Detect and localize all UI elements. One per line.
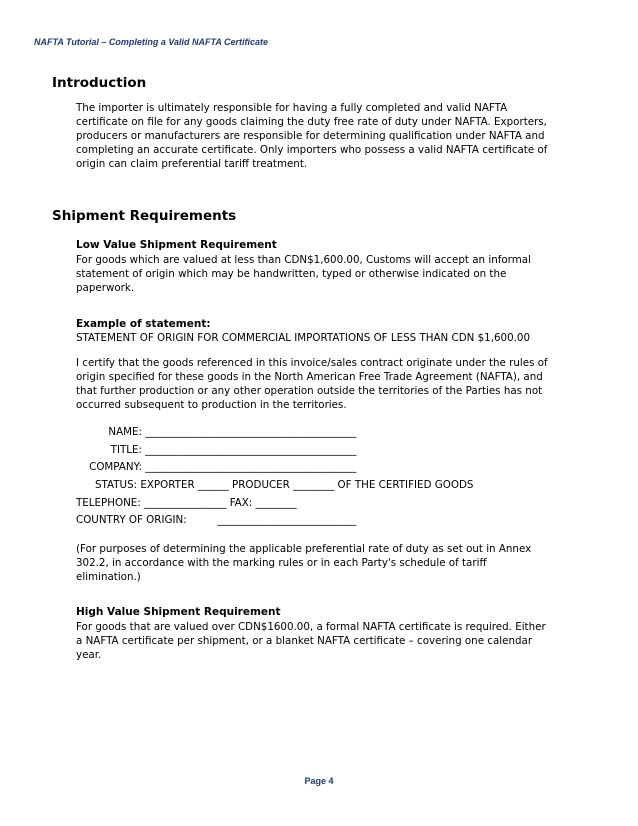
- page-number: Page 4: [304, 776, 334, 786]
- running-header: NAFTA Tutorial – Completing a Valid NAFTA Certificate: [34, 37, 269, 47]
- low-value-paragraph: [76, 253, 566, 295]
- intro-line: certificate on file for any goods claiming the duty free rate of duty under NAFTA. Exporters,: [76, 116, 547, 128]
- intro-line: The importer is ultimately responsible for having a fully completed and valid NAFTA: [76, 102, 508, 114]
- title-blank: _________________________________________: [145, 444, 357, 456]
- company-field-row: [76, 461, 356, 473]
- country-blank: ___________________________: [217, 514, 357, 526]
- country-row: [76, 514, 356, 526]
- low-value-heading: Low Value Shipment Requirement: [76, 239, 277, 251]
- introduction-heading: Introduction: [52, 75, 147, 91]
- title-label: TITLE:: [110, 444, 142, 456]
- shipment-requirements-heading: Shipment Requirements: [52, 208, 237, 224]
- title-field-row: [76, 444, 356, 456]
- name-label: NAME:: [108, 426, 142, 438]
- high-value-line: For goods that are valued over CDN$1600.00, a formal NAFTA certificate is required. Either: [76, 621, 546, 633]
- company-label: COMPANY:: [89, 461, 142, 473]
- certify-line: origin specified for these goods in the North American Free Trade Agreement (NAFTA), and: [76, 371, 543, 383]
- example-heading: Example of statement:: [76, 318, 211, 330]
- note-line: (For purposes of determining the applicable preferential rate of duty as set out in Annex: [76, 543, 532, 555]
- note-line: 302.2, in accordance with the marking rules or in each Party's schedule of tariff: [76, 557, 487, 569]
- high-value-line: a NAFTA certificate per shipment, or a blanket NAFTA certificate – covering one calendar: [76, 635, 533, 647]
- name-field-row: [76, 426, 356, 438]
- high-value-line: year.: [76, 649, 102, 661]
- certify-line: that further production or any other operation outside the territories of the Parties has not: [76, 385, 543, 397]
- certify-paragraph: [76, 356, 566, 412]
- intro-line: producers or manufacturers are responsible for determining qualification under NAFTA and: [76, 130, 545, 142]
- note-paragraph: [76, 542, 566, 584]
- certify-line: occurred subsequent to production in the territories.: [76, 399, 347, 411]
- low-value-line: For goods which are valued at less than CDN$1,600.00, Customs will accept an informal: [76, 254, 531, 266]
- status-line: STATUS: EXPORTER ______ PRODUCER ________ OF THE CERTIFIED GOODS: [95, 479, 474, 491]
- name-blank: _________________________________________: [145, 426, 357, 438]
- low-value-line: statement of origin which may be handwritten, typed or otherwise indicated on the: [76, 268, 507, 280]
- introduction-paragraph: [76, 101, 566, 171]
- statement-title: STATEMENT OF ORIGIN FOR COMMERCIAL IMPORTATIONS OF LESS THAN CDN $1,600.00: [76, 332, 531, 344]
- company-blank: _________________________________________: [145, 461, 357, 473]
- high-value-heading: High Value Shipment Requirement: [76, 606, 281, 618]
- intro-line: origin can claim preferential tariff treatment.: [76, 158, 308, 170]
- low-value-line: paperwork.: [76, 282, 135, 294]
- note-line: elimination.): [76, 571, 141, 583]
- high-value-paragraph: [76, 620, 566, 662]
- telephone-line: TELEPHONE: ________________ FAX: ________: [76, 497, 297, 509]
- intro-line: completing an accurate certificate. Only importers who possess a valid NAFTA certificate of: [76, 144, 548, 156]
- country-label: COUNTRY OF ORIGIN:: [76, 514, 187, 526]
- certify-line: I certify that the goods referenced in this invoice/sales contract originate under the rules of: [76, 357, 548, 369]
